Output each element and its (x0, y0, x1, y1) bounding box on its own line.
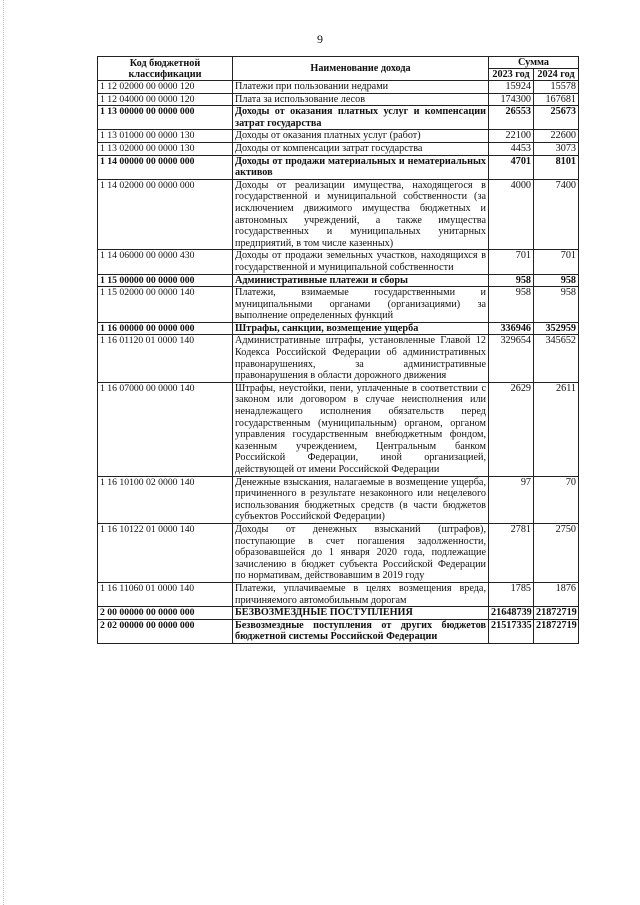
budget-income-table (97, 56, 579, 644)
name-cell: Платежи, взимаемые государственными и муниципальными органами (организациями) за выполнение определенных функций (233, 287, 489, 323)
name-cell: БЕЗВОЗМЕЗДНЫЕ ПОСТУПЛЕНИЯ (233, 607, 489, 620)
name-cell: Платежи при пользовании недрами (233, 81, 489, 94)
code-cell: 2 02 00000 00 0000 000 (98, 619, 233, 643)
value-2023-cell: 329654 (489, 335, 534, 382)
value-2023-cell: 701 (489, 250, 534, 274)
value-2024-cell: 3073 (534, 142, 579, 155)
page-number: 9 (317, 32, 323, 46)
table-row (98, 287, 579, 323)
name-cell: Безвозмездные поступления от других бюджетов бюджетной системы Российской Федерации (233, 619, 489, 643)
value-2024-cell: 21872719 (534, 607, 579, 620)
value-2023-cell: 958 (489, 287, 534, 323)
table-row (98, 322, 579, 335)
code-cell: 1 13 02000 00 0000 130 (98, 142, 233, 155)
table-row (98, 335, 579, 382)
table-row (98, 607, 579, 620)
code-cell: 1 13 00000 00 0000 000 (98, 106, 233, 130)
left-edge-mark (0, 0, 4, 905)
value-2023-cell: 174300 (489, 93, 534, 106)
value-2023-cell: 21517335 (489, 619, 534, 643)
value-2024-cell: 2611 (534, 382, 579, 476)
name-cell: Штрафы, санкции, возмещение ущерба (233, 322, 489, 335)
value-2023-cell: 958 (489, 274, 534, 287)
table-row (98, 619, 579, 643)
name-cell: Доходы от продажи земельных участков, находящихся в государственной и муниципальной собственности (233, 250, 489, 274)
code-cell: 1 15 00000 00 0000 000 (98, 274, 233, 287)
name-cell: Доходы от продажи материальных и нематериальных активов (233, 155, 489, 179)
value-2024-cell: 1876 (534, 582, 579, 606)
name-cell: Доходы от компенсации затрат государства (233, 142, 489, 155)
value-2023-cell: 1785 (489, 582, 534, 606)
value-2023-cell: 97 (489, 476, 534, 523)
value-2023-cell: 2781 (489, 523, 534, 582)
value-2023-cell: 26553 (489, 106, 534, 130)
value-2024-cell: 15578 (534, 81, 579, 94)
code-cell: 1 14 02000 00 0000 000 (98, 179, 233, 250)
value-2024-cell: 167681 (534, 93, 579, 106)
value-2024-cell: 958 (534, 287, 579, 323)
value-2024-cell: 22600 (534, 130, 579, 143)
code-cell: 1 16 10100 02 0000 140 (98, 476, 233, 523)
code-cell: 1 14 00000 00 0000 000 (98, 155, 233, 179)
value-2024-cell: 2750 (534, 523, 579, 582)
code-cell: 1 16 11060 01 0000 140 (98, 582, 233, 606)
code-cell: 1 16 01120 01 0000 140 (98, 335, 233, 382)
value-2024-cell: 25673 (534, 106, 579, 130)
name-cell: Плата за использование лесов (233, 93, 489, 106)
table-row (98, 93, 579, 106)
code-cell: 1 12 02000 00 0000 120 (98, 81, 233, 94)
code-cell: 1 16 00000 00 0000 000 (98, 322, 233, 335)
code-cell: 1 16 07000 00 0000 140 (98, 382, 233, 476)
code-cell: 2 00 00000 00 0000 000 (98, 607, 233, 620)
name-cell: Денежные взыскания, налагаемые в возмещение ущерба, причиненного в результате незаконного или нецелевого использования бюджетных средств (в части бюджетов субъектов Российской Федерации) (233, 476, 489, 523)
value-2024-cell: 7400 (534, 179, 579, 250)
table-row (98, 130, 579, 143)
value-2023-cell: 2629 (489, 382, 534, 476)
value-2023-cell: 336946 (489, 322, 534, 335)
name-cell: Доходы от оказания платных услуг и компенсации затрат государства (233, 106, 489, 130)
table-row (98, 274, 579, 287)
name-cell: Административные платежи и сборы (233, 274, 489, 287)
header-code: Код бюджетной классификации (98, 57, 233, 81)
code-cell: 1 12 04000 00 0000 120 (98, 93, 233, 106)
value-2023-cell: 15924 (489, 81, 534, 94)
value-2023-cell: 4701 (489, 155, 534, 179)
table-row (98, 179, 579, 250)
value-2024-cell: 701 (534, 250, 579, 274)
table-row (98, 582, 579, 606)
name-cell: Доходы от реализации имущества, находящегося в государственной и муниципальной собственности (за исключением движимого имущества бюджетных и автономных учреждений, а также имущества государственных и муниципальных унитарных предприятий, в том числе казенных) (233, 179, 489, 250)
name-cell: Платежи, уплачиваемые в целях возмещения вреда, причиняемого автомобильным дорогам (233, 582, 489, 606)
header-sum: Сумма (489, 57, 579, 69)
code-cell: 1 13 01000 00 0000 130 (98, 130, 233, 143)
header-name: Наименование дохода (233, 57, 489, 81)
table-row (98, 81, 579, 94)
table-row (98, 155, 579, 179)
code-cell: 1 14 06000 00 0000 430 (98, 250, 233, 274)
table-row (98, 476, 579, 523)
code-cell: 1 16 10122 01 0000 140 (98, 523, 233, 582)
name-cell: Штрафы, неустойки, пени, уплаченные в соответствии с законом или договором в случае неисполнения или ненадлежащего исполнения обязательств перед государственным (муниципальным) органом, органом управления государственным внебюджетным фондом, казенным учреждением, Центральным банком Российской Федерации, иной организацией, действующей от имени Российской Федерации (233, 382, 489, 476)
name-cell: Доходы от оказания платных услуг (работ) (233, 130, 489, 143)
value-2023-cell: 21648739 (489, 607, 534, 620)
value-2024-cell: 21872719 (534, 619, 579, 643)
table-row (98, 523, 579, 582)
value-2024-cell: 958 (534, 274, 579, 287)
table-row (98, 382, 579, 476)
code-cell: 1 15 02000 00 0000 140 (98, 287, 233, 323)
table-row (98, 142, 579, 155)
value-2024-cell: 8101 (534, 155, 579, 179)
value-2023-cell: 4453 (489, 142, 534, 155)
table-row (98, 250, 579, 274)
value-2024-cell: 70 (534, 476, 579, 523)
header-year-2024: 2024 год (534, 69, 579, 81)
value-2024-cell: 345652 (534, 335, 579, 382)
value-2024-cell: 352959 (534, 322, 579, 335)
name-cell: Доходы от денежных взысканий (штрафов), поступающие в счет погашения задолженности, образовавшейся до 1 января 2020 года, подлежащие зачислению в бюджет субъекта Российской Федерации по нормативам, действовавшим в 2019 году (233, 523, 489, 582)
value-2023-cell: 4000 (489, 179, 534, 250)
value-2023-cell: 22100 (489, 130, 534, 143)
name-cell: Административные штрафы, установленные Главой 12 Кодекса Российской Федерации об административных правонарушениях, за административные правонарушения в области дорожного движения (233, 335, 489, 382)
table-row (98, 106, 579, 130)
header-year-2023: 2023 год (489, 69, 534, 81)
